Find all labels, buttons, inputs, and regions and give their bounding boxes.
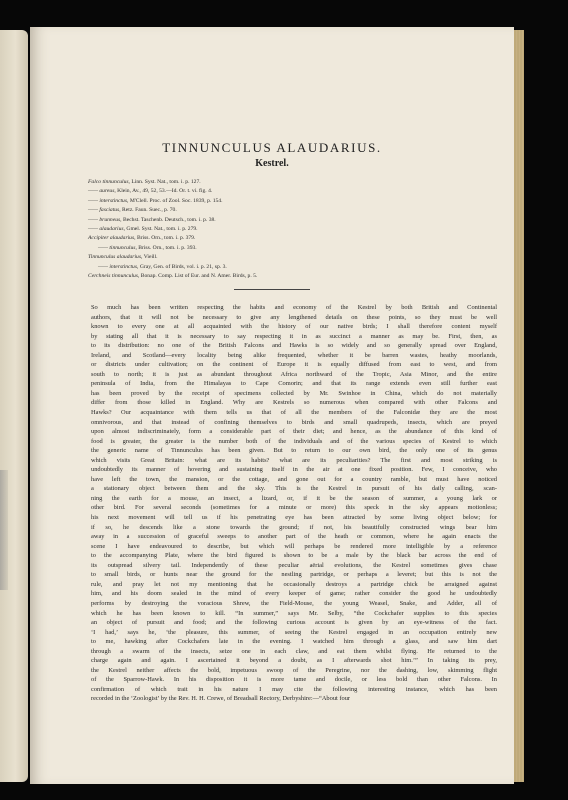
body-line: scene I have endeavoured to describe, but which will perhaps be rendered more intelligible by a reference — [91, 542, 497, 550]
body-line: confirmation of which trait in his nature I may cite the following interesting instance, which has been — [91, 685, 497, 693]
body-line: peninsula of India, from the Himalayas to Cape Comorin; and that its range extends even still further east — [91, 380, 497, 388]
body-line: an object of pursuit and food; and the following curious account is given by an eye-witness of the fact. — [91, 619, 497, 627]
body-line: Ireland, and Scotland—every locality being alike frequented, whether it be barren wastes, heathy moorlands, — [91, 351, 497, 359]
synonym-name: —— tinnunculus, — [98, 244, 137, 251]
body-line: which visits Great Britain: what are its habits? what are its peculiarities? The first and most striking is — [91, 456, 497, 464]
body-line: ning the earth for a mouse, an insect, a lizard, or, if it be the season of summer, a young lark or — [91, 494, 497, 502]
synonym-entry — [88, 244, 488, 253]
synonym-name: —— brunneus, — [88, 216, 122, 223]
body-line: away in a succession of graceful sweeps to another part of the heath or common, where he again enacts the — [91, 533, 497, 541]
body-line: which he has been known to kill. “In summer,” says Mr. Selby, “the Cockchafer supplies to this species — [91, 609, 497, 617]
synonym-reference: Bonap. Comp. List of Eur. and N. Amer. Birds, p. 5. — [140, 273, 258, 280]
body-line: So much has been written respecting the habits and economy of the Kestrel by both British and Continental — [91, 304, 497, 311]
synonym-entry — [88, 216, 488, 225]
previous-page-shadow — [0, 470, 8, 590]
synonym-name: —— alaudarius, — [88, 226, 125, 233]
page-title: TINNUNCULUS ALAUDARIUS. — [162, 140, 382, 155]
synonym-reference: Linn. Syst. Nat., tom. i. p. 127. — [131, 179, 201, 185]
body-line: has been proved by the receipt of specimens collected by Mr. Swinhoe in China, which do not materially — [91, 389, 497, 397]
body-line: a stationary object between them and the sky. This is the Kestrel in pursuit of his daily calling, scan- — [91, 485, 497, 493]
body-line: by stating all that it is necessary to say respecting it in as succinct a manner as may be. First, then, as — [91, 332, 497, 340]
synonym-entry — [88, 272, 488, 281]
synonym-reference: Retz. Faun. Suec., p. 70. — [122, 207, 177, 214]
section-divider — [234, 289, 310, 290]
synonym-reference: Gmel. Syst. Nat., tom. i. p. 279. — [126, 226, 198, 233]
synonym-reference: Gray, Gen. of Birds, vol. i. p. 21, sp. 3. — [139, 263, 227, 270]
body-line: authors, that it will not be necessary to give any lengthened details on these points, so they must be well — [91, 313, 497, 321]
body-line: Hawks? Our acquaintance with them tells us that of all the members of the Falconidæ they are the most — [91, 409, 497, 417]
body-line: to the accompanying Plate, where the bird figured is shown to be a male by the black bar across the end of — [91, 552, 497, 560]
body-line: of the Sparrow-Hawk. In his disposition it is more tame and docile, or less bold than other Falcons. In — [91, 676, 497, 684]
common-name: Kestrel. — [255, 158, 289, 169]
body-line: if so, he descends like a stone towards the ground; if not, his beautifully constructed wings bear him — [91, 523, 497, 531]
synonym-entry — [88, 178, 488, 187]
body-line: ‘I had,’ says he, ‘the pleasure, this summer, of seeing the Kestrel engaged in an occupation entirely new — [91, 628, 497, 636]
body-line: performs by destroying the voracious Shrew, the Field-Mouse, the young Weasel, Snake, and Adder, all of — [91, 599, 497, 607]
synonym-reference: Vieill. — [143, 254, 158, 261]
synonym-name: Tinnunculus alaudarius, — [88, 254, 143, 261]
synonym-entry — [88, 225, 488, 234]
body-line: to small birds, or hunts near the ground for the nestling partridge, or perhaps a leveret; but this is not the — [91, 571, 497, 579]
body-line: to me, hawking after Cockchafers late in the evening. I watched him through a glass, and saw him dart — [91, 638, 497, 646]
body-line: upon almost indiscriminately, form a considerable part of their diet; and hence, as the abundance of this kind of — [91, 428, 497, 436]
synonym-entry — [88, 234, 488, 243]
body-text — [91, 303, 497, 704]
synonym-entry — [88, 197, 488, 206]
body-line: its outspread silvery tail. Independently of these peculiar aërial evolutions, the Kestrel sometimes gives chase — [91, 561, 497, 569]
synonym-name: Falco tinnunculus, — [88, 179, 130, 185]
body-line: his next movement will tell us if his penetrating eye has been attracted by some living object below; for — [91, 514, 497, 522]
synonym-name: —— interstinctus, — [88, 197, 129, 204]
body-line: differ from those killed in England. Why are Kestrels so numerous when compared with other Falcons and — [91, 399, 497, 407]
synonym-entry — [88, 263, 488, 272]
previous-page-edge — [0, 30, 28, 782]
synonym-name: —— fasciatus, — [88, 207, 121, 214]
body-line: other bird. For several seconds (sometimes for a minute or more) this speck in the sky appears motionless; — [91, 504, 497, 512]
body-line: recorded in the ‘Zoologist’ by the Rev. H. H. Crewe, of Breadsall Rectory, Derbyshire:—“About four — [91, 695, 351, 703]
synonym-reference: Briss. Orn., tom. i. p. 379. — [136, 235, 196, 242]
body-line: or districts under cultivation; on the continent of Europe it is equally diffused from east to west, and from — [91, 361, 497, 369]
body-line: omnivorous, and that instead of confining themselves to birds and small quadrupeds, insects, which are preyed — [91, 418, 497, 426]
body-line: rule, and pray let not my mentioning that he occasionally destroys a partridge chick be arraigned against — [91, 580, 497, 588]
synonym-name: Accipiter alaudarius, — [88, 235, 136, 242]
synonym-entry — [88, 253, 488, 262]
body-line: south to north; it is just as abundant throughout Africa northward of the Tropic, Asia Minor, and the entire — [91, 370, 497, 378]
body-line: food is greater, the greater is the number both of the individuals and of the various species of Kestrel to which — [91, 437, 497, 445]
body-line: the generic name of Tinnunculus has been given. But to return to our own bird, the only one of its genus — [91, 447, 497, 455]
synonym-reference: Bechst. Taschenb. Deutsch., tom. i. p. 38. — [122, 216, 216, 223]
body-line: the Kestrel neither affects the bold, impetuous swoop of the Peregrine, nor the dashing, low, skimming flight — [91, 666, 497, 674]
book-page — [30, 27, 514, 784]
synonym-name: Cerchneis tinnunculus, — [88, 273, 140, 280]
body-line: him, and his doom sealed in the mind of every keeper of game; rather consider the good he undoubtedly — [91, 590, 497, 598]
synonym-reference: M'Clell. Proc. of Zool. Soc. 1839, p. 154. — [129, 197, 223, 204]
synonym-name: —— interstinctus, — [98, 263, 139, 270]
synonym-reference: Klein, Av., 49, 52, 53.—Id. Or. t. vi. fig. 4. — [117, 188, 213, 195]
synonym-entry — [88, 187, 488, 196]
body-line: undoubtedly its manner of hovering and sustaining itself in the air at one fixed position. Few, I conceive, who — [91, 466, 497, 474]
synonym-name: —— aureus, — [88, 188, 116, 195]
body-line: charge again and again. I ascertained it beyond a doubt, as I afterwards shot him.’” In taking its prey, — [91, 657, 497, 665]
body-line: have left the town, the mansion, or the cottage, and gone out for a country ramble, but must have noticed — [91, 475, 497, 483]
body-line: through a swarm of the insects, seize one in each claw, and eat them whilst flying. He returned to the — [91, 647, 497, 655]
synonymy-list — [88, 178, 488, 281]
body-line: to its distribution: no one of the British Falcons and Hawks is so widely and so generally spread over England, — [91, 342, 497, 350]
synonym-reference: Briss. Orn., tom. i. p. 393. — [138, 244, 197, 251]
synonym-entry — [88, 206, 488, 215]
body-line: known to every one at all acquainted with the history of our native birds; I shall therefore content myself — [91, 323, 497, 331]
